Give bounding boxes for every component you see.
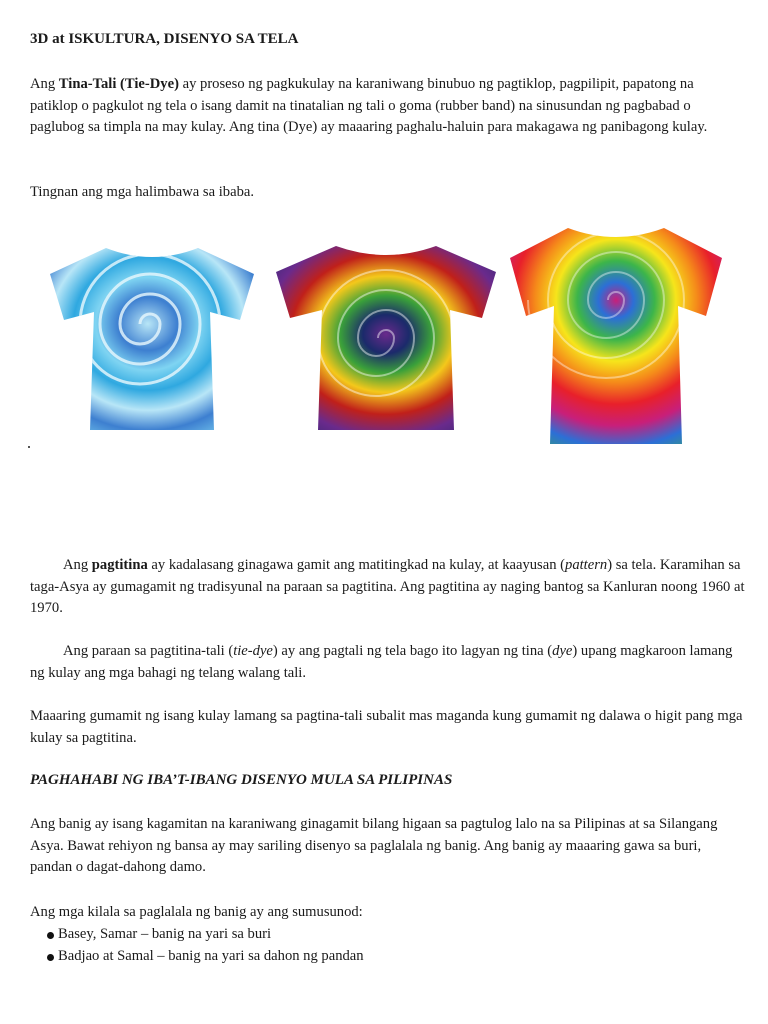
intro-lead: Ang	[30, 76, 59, 92]
intro-term: Tina-Tali (Tie-Dye)	[58, 76, 179, 92]
list-item	[30, 946, 730, 968]
garbled-caption	[272, 441, 447, 447]
intro-rest: ay proseso ng pagkukulay na karaniwang binubuo ng pagtiklop, pagpilipit, papatong na patiklop o pagkulot ng tela o isang damit na tinatalian ng tali o goma (rubber band) na sinusundan ng pagbabad o paglubog sa timpla na may kulay. Ang tina (Dye) ay maaaring paghalu-haluin para makagawa ng panibagong kulay.	[30, 76, 708, 135]
pattern-term: pattern	[565, 557, 608, 573]
pagtitina-rest: ) sa tela. Karamihan sa taga-Asya ay gumagamit ng tradisyunal na paraan sa pagtitina. Ang pagtitina ay naging bantog sa Kanluran noong 1960 at 1970.	[30, 557, 745, 616]
bullet-icon	[47, 932, 54, 939]
dye-term: dye	[552, 643, 573, 659]
paraan-mid: ) ay ang pagtali ng tela bago ito lagyan ng tina (	[272, 643, 553, 659]
pagtitina-lead: Ang	[63, 557, 92, 573]
tie-dye-term: tie-dye	[233, 643, 273, 659]
pagtitina-mid: ay kadalasang ginagawa gamit ang matitingkad na kulay, at kaayusan (	[147, 557, 566, 573]
page-title: 3D at ISKULTURA, DISENYO SA TELA	[30, 31, 299, 47]
stray-mark	[28, 446, 30, 448]
pagtitina-term: pagtitina	[91, 557, 148, 573]
paraan-paragraph	[30, 641, 745, 684]
dark-rainbow-spiral-tie-dye-shirt	[272, 242, 500, 434]
paraan-lead: Ang paraan sa pagtitina-tali (	[63, 643, 234, 659]
tie-dye-examples	[28, 218, 728, 454]
list-item	[30, 924, 730, 946]
list-item-text: Basey, Samar – banig na yari sa buri	[58, 926, 272, 942]
paraan-rest: ) upang magkaroon lamang ng kulay ang mga bahagi ng telang walang tali.	[30, 643, 733, 681]
bright-rainbow-spiral-tie-dye-shirt	[506, 224, 726, 448]
intro-paragraph	[30, 74, 745, 139]
blue-spiral-tie-dye-shirt	[46, 244, 258, 434]
section-heading-paghahabi: PAGHAHABI NG IBA’T-IBANG DISENYO MULA SA PILIPINAS	[30, 772, 453, 788]
kilala-paragraph: Ang mga kilala sa paglalala ng banig ay ang sumusunod:	[30, 904, 363, 920]
banig-paragraph: Ang banig ay isang kagamitan na karaniwang ginagamit bilang higaan sa pagtulog lalo na sa Pilipinas at sa Silangang Asya. Bawat rehiyon ng bansa ay may sariling disenyo sa paglalala ng banig. Ang banig ay maaaring gawa sa buri, pandan o dagat-dahong damo.	[30, 816, 718, 875]
banig-makers-list	[30, 924, 730, 967]
maaaring-paragraph: Maaaring gumamit ng isang kulay lamang sa pagtina-tali subalit mas maganda kung gumamit ng dalawa o higit pang mga kulay sa pagtitina.	[30, 708, 743, 746]
bullet-icon	[47, 954, 54, 961]
pagtitina-paragraph	[30, 555, 745, 620]
list-item-text: Badjao at Samal – banig na yari sa dahon ng pandan	[58, 947, 364, 964]
look-below-text: Tingnan ang mga halimbawa sa ibaba.	[30, 184, 254, 200]
